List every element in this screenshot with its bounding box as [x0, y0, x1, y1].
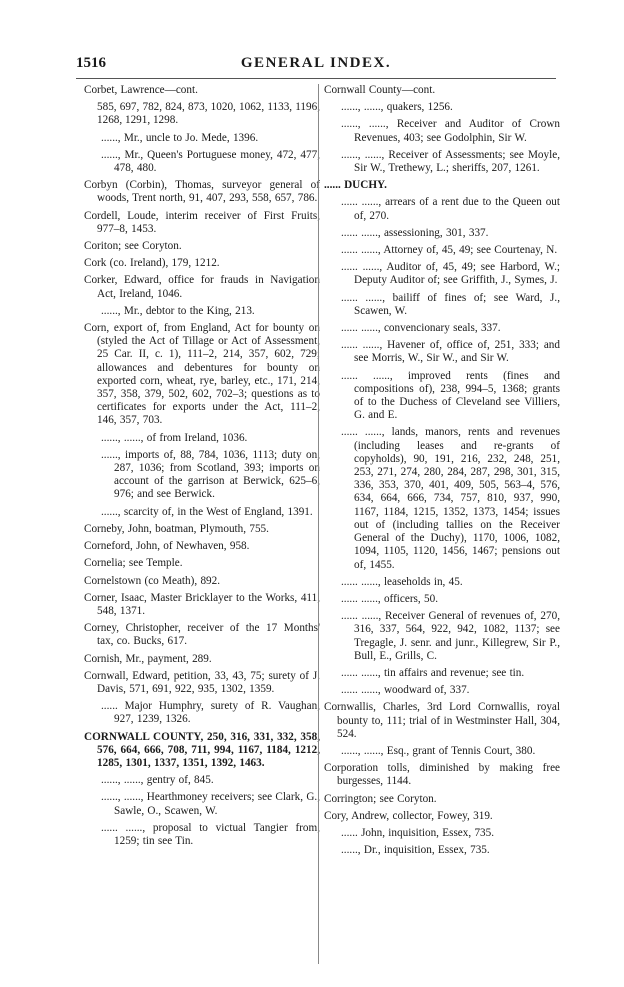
page-header — [76, 55, 556, 77]
index-entry: ......, Dr., inquisition, Essex, 735. — [341, 844, 490, 857]
index-entry: Cornelstown (co Meath), 892. — [84, 574, 221, 587]
index-entry: ......, ......, quakers, 1256. — [341, 101, 453, 114]
index-entry: Cornwall, Edward, petition, 33, 43, 75; surety of J. Davis, 571, 691, 922, 935, 1302, 1359. — [84, 669, 320, 695]
index-entry: ......, scarcity of, in the West of England, 1391. — [101, 505, 313, 518]
index-entry: Corker, Edward, office for frauds in Navigation Act, Ireland, 1046. — [84, 274, 320, 300]
index-entry: ......, Mr., Queen's Portuguese money, 472, 477, 478, 480. — [101, 148, 320, 175]
index-entry: ...... Major Humphry, surety of R. Vaughan, 927, 1239, 1326. — [101, 700, 320, 726]
index-entry: ......, ......, of from Ireland, 1036. — [101, 431, 248, 444]
index-entry: ...... ......, tin affairs and revenue; see tin. — [341, 666, 525, 679]
column-divider — [318, 84, 319, 964]
index-entry: Cornwall County—cont. — [324, 84, 436, 96]
index-entry: ...... ......, proposal to victual Tangier from, 1259; tin see Tin. — [101, 821, 320, 847]
index-entry: Cordell, Loude, interim receiver of First Fruits, 977–8, 1453. — [84, 209, 320, 235]
index-entry: Corneford, John, of Newhaven, 958. — [84, 540, 250, 553]
index-entry: ...... ......, Receiver General of revenues of, 270, 316, 337, 564, 922, 942, 1082, 1137; see Tregagle, J. senr. and junr., Killegrew, Sir P., Bull, E., Grills, C. — [341, 610, 560, 662]
index-entry: CORNWALL COUNTY, 250, 316, 331, 332, 358, 576, 664, 666, 708, 711, 994, 1167, 1184, 1212, 1285, 1301, 1337, 1351, 1392, 1463. — [84, 730, 320, 769]
index-entry: ......, Mr., uncle to Jo. Mede, 1396. — [101, 131, 259, 144]
index-entry: Cory, Andrew, collector, Fowey, 319. — [324, 809, 493, 822]
index-entry: Cork (co. Ireland), 179, 1212. — [84, 257, 220, 270]
index-entry: ...... ......, lands, manors, rents and revenues (including leases and re-grants of copyholds), 90, 191, 216, 232, 248, 251, 253, 271, 274, 280, 284, 287, 298, 301, 315, 336, 353, 370, 401, 409, 505, 563–4, 576, 634, 664, 666, 734, 757, 810, 937, 990, 1167, 1184, 1215, 1352, 1373, 1454; issues out of (including tallies on the Receiver General of the Duchy), 1170, 1006, 1082, 1094, 1105, 1120, 1456, 1467; pensions out of, 1455. — [341, 426, 560, 571]
page-number: 1516 — [76, 55, 106, 71]
index-entry: Corporation tolls, diminished by making free burgesses, 1144. — [324, 762, 560, 788]
index-entry: ......, Mr., debtor to the King, 213. — [101, 304, 255, 317]
index-entry: Cornelia; see Temple. — [84, 557, 183, 570]
index-entry: ...... ......, Attorney of, 45, 49; see Courtenay, N. — [341, 244, 558, 257]
index-entry: Corneby, John, boatman, Plymouth, 755. — [84, 522, 269, 535]
index-entry: Corbyn (Corbin), Thomas, surveyor general of woods, Trent north, 91, 407, 293, 558, 657, 786. — [84, 179, 320, 205]
index-entry: Corney, Christopher, receiver of the 17 Months' tax, co. Bucks, 617. — [84, 622, 320, 648]
header-rule — [76, 78, 556, 79]
index-entry: Corrington; see Coryton. — [324, 792, 437, 805]
index-entry: ...... ......, officers, 50. — [341, 592, 438, 605]
index-entry: ......, ......, Hearthmoney receivers; see Clark, G., Sawle, O., Scawen, W. — [101, 791, 320, 817]
index-entry: Cornish, Mr., payment, 289. — [84, 652, 212, 665]
index-entry: ...... ......, bailiff of fines of; see Ward, J., Scawen, W. — [341, 291, 560, 317]
index-entry: ...... ......, woodward of, 337. — [341, 684, 470, 697]
index-entry: Corbet, Lawrence—cont. — [84, 84, 198, 96]
right-column — [324, 84, 560, 861]
index-entry: ...... DUCHY. — [324, 179, 387, 192]
index-entry: ...... ......, Auditor of, 45, 49; see Harbord, W.; Deputy Auditor of; see Griffith, J., Symes, J. — [341, 261, 560, 287]
index-entry: ...... ......, convencionary seals, 337. — [341, 322, 501, 335]
index-entry: ...... John, inquisition, Essex, 735. — [341, 826, 495, 839]
index-entry: Corn, export of, from England, Act for bounty on (styled the Act of Tillage or Act of Assessment, 25 Car. II, c. 1), 111–2, 214, 357, 602, 729; allowances and debentures for bounty on exported corn, wheat, rye, barley, etc., 171, 214, 357, 358, 379, 502, 602, 702–3; questions as to certificates for exports under the Act, 111–2, 146, 357, 703. — [84, 322, 320, 427]
index-entry: ...... ......, leaseholds in, 45. — [341, 575, 463, 588]
index-entry: Corner, Isaac, Master Bricklayer to the Works, 411, 548, 1371. — [84, 591, 320, 617]
left-column — [84, 84, 320, 852]
index-entry: ...... ......, Havener of, office of, 251, 333; and see Morris, W., Sir W., and Sir W. — [341, 339, 560, 365]
index-entry: ......, ......, gentry of, 845. — [101, 774, 214, 787]
running-title: GENERAL INDEX. — [240, 55, 392, 71]
index-entry: Cornwallis, Charles, 3rd Lord Cornwallis, royal bounty to, 111; trial of in Westminster Hall, 304, 524. — [324, 701, 560, 740]
index-entry: 585, 697, 782, 824, 873, 1020, 1062, 1133, 1196, 1268, 1291, 1298. — [97, 101, 320, 127]
index-entry: ...... ......, assessioning, 301, 337. — [341, 226, 489, 239]
index-entry: ......, imports of, 88, 784, 1036, 1113; duty on, 287, 1036; from Scotland, 393; imports on account of the garrison at Berwick, 625–6, 976; and see Berwick. — [101, 448, 320, 501]
index-entry: ......, ......, Receiver and Auditor of Crown Revenues, 403; see Godolphin, Sir W. — [341, 118, 560, 144]
index-entry: ...... ......, improved rents (fines and compositions of), 238, 994–5, 1368; grants of to the Duchess of Cleveland see Villiers, G. and E. — [341, 369, 560, 422]
index-entry: ......, ......, Receiver of Assessments; see Moyle, Sir W., Trethewy, L.; sheriffs, 207, 1261. — [341, 148, 560, 175]
index-entry: ......, ......, Esq., grant of Tennis Court, 380. — [341, 744, 536, 757]
index-entry: ...... ......, arrears of a rent due to the Queen out of, 270. — [341, 196, 560, 222]
index-entry: Coriton; see Coryton. — [84, 240, 182, 253]
